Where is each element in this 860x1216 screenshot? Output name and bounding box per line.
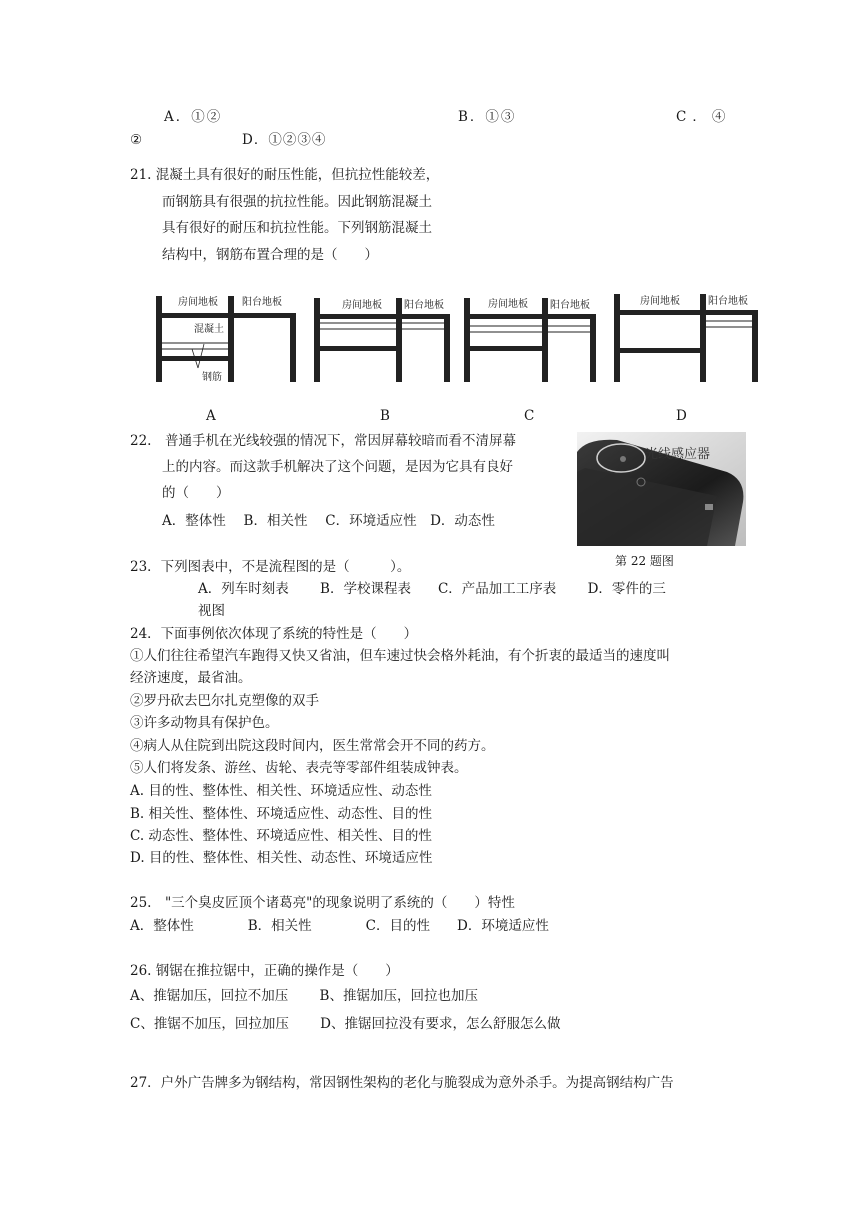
q22-stem-line-3: 的（ ） xyxy=(162,485,230,501)
fig-a-rebar-label: 钢筋 xyxy=(202,372,222,383)
q24-item-1: ①人们往往希望汽车跑得又快又省油，但车速过快会格外耗油，有个折衷的最适当的速度叫 xyxy=(130,648,670,664)
fig-a-balcony-label: 阳台地板 xyxy=(242,297,282,308)
q22-stem-line-2: 上的内容。而这款手机解决了这个问题，是因为它具有良好 xyxy=(162,459,513,475)
q21-stem-line-4: 结构中，钢筋布置合理的是（ ） xyxy=(162,247,378,263)
q23-options: A．列车时刻表 B．学校课程表 C．产品加工工序表 D．零件的三 xyxy=(198,581,666,597)
q20-option-c-cont: ② xyxy=(130,132,143,148)
fig-a-room-label: 房间地板 xyxy=(178,297,218,308)
q21-stem-line-3: 具有很好的耐压和抗拉性能。下列钢筋混凝土 xyxy=(162,220,432,236)
q24-item-1-cont: 经济速度，最省油。 xyxy=(130,670,252,686)
figure-d xyxy=(614,294,758,382)
q26-options-2: C、推锯不加压，回拉加压 D、推锯回拉没有要求，怎么舒服怎么做 xyxy=(130,1016,561,1032)
fig-b-room-label: 房间地板 xyxy=(342,300,382,311)
q20-option-b: B．①③ xyxy=(458,109,517,125)
q21-stem-line-1: 21. 混凝土具有很好的耐压性能，但抗拉性能较差， xyxy=(130,167,440,183)
q21-choice-b: B xyxy=(380,408,390,424)
q26-stem: 26. 钢锯在推拉锯中，正确的操作是（ ） xyxy=(130,963,399,979)
q24-option-a: A. 目的性、整体性、相关性、环境适应性、动态性 xyxy=(130,783,432,799)
q22-options: A．整体性 B．相关性 C．环境适应性 D．动态性 xyxy=(162,513,495,529)
figure-b xyxy=(314,298,450,382)
q22-phone-photo xyxy=(577,432,746,546)
q26-options-1: A、推锯加压，回拉不加压 B、推锯加压，回拉也加压 xyxy=(130,988,478,1004)
q25-stem: 25. "三个臭皮匠顶个诸葛亮"的现象说明了系统的（ ）特性 xyxy=(130,895,515,911)
q24-option-d: D. 目的性、整体性、相关性、动态性、环境适应性 xyxy=(130,850,433,866)
q24-stem: 24．下面事例依次体现了系统的特性是（ ） xyxy=(130,626,418,642)
fig-a-concrete-label: 混凝土 xyxy=(194,324,224,335)
fig-d-room-label: 房间地板 xyxy=(640,296,680,307)
q24-item-5: ⑤人们将发条、游丝、齿轮、表壳等零部件组装成钟表。 xyxy=(130,760,468,776)
q23-stem: 23．下列图表中，不是流程图的是（ ）。 xyxy=(130,559,411,575)
q21-choice-a: A xyxy=(206,408,216,424)
q21-rebar-figures xyxy=(150,288,770,388)
q22-stem-line-1: 22. 普通手机在光线较强的情况下，常因屏幕较暗而看不清屏幕 xyxy=(130,433,516,449)
figure-a xyxy=(156,295,296,383)
q20-option-d: D．①②③④ xyxy=(242,132,327,148)
q21-choice-d: D xyxy=(676,408,687,424)
q22-sensor-label: 光线感应器 xyxy=(645,447,711,462)
q24-option-b: B. 相关性、整体性、环境适应性、动态性、目的性 xyxy=(130,806,433,822)
q20-option-a: A．①② xyxy=(164,109,223,125)
q24-item-2: ②罗丹砍去巴尔扎克塑像的双手 xyxy=(130,693,319,709)
q23-options-cont: 视图 xyxy=(198,603,225,619)
q27-stem: 27．户外广告牌多为钢结构，常因钢性架构的老化与脆裂成为意外杀手。为提高钢结构广告 xyxy=(130,1075,674,1091)
q20-option-c: C．④ xyxy=(676,109,732,125)
fig-c-balcony-label: 阳台地板 xyxy=(550,300,590,311)
fig-d-balcony-label: 阳台地板 xyxy=(708,296,748,307)
fig-c-room-label: 房间地板 xyxy=(488,299,528,310)
q21-stem-line-2: 而钢筋具有很强的抗拉性能。因此钢筋混凝土 xyxy=(162,194,432,210)
q21-choice-c: C xyxy=(524,408,535,424)
q25-options: A．整体性 B．相关性 C．目的性 D．环境适应性 xyxy=(130,918,549,934)
fig-b-balcony-label: 阳台地板 xyxy=(404,300,444,311)
figure-c xyxy=(464,297,596,382)
q24-option-c: C. 动态性、整体性、环境适应性、相关性、目的性 xyxy=(130,828,432,844)
q24-item-4: ④病人从住院到出院这段时间内，医生常常会开不同的药方。 xyxy=(130,738,495,754)
q22-figure-caption: 第 22 题图 xyxy=(615,554,674,568)
q24-item-3: ③许多动物具有保护色。 xyxy=(130,715,279,731)
